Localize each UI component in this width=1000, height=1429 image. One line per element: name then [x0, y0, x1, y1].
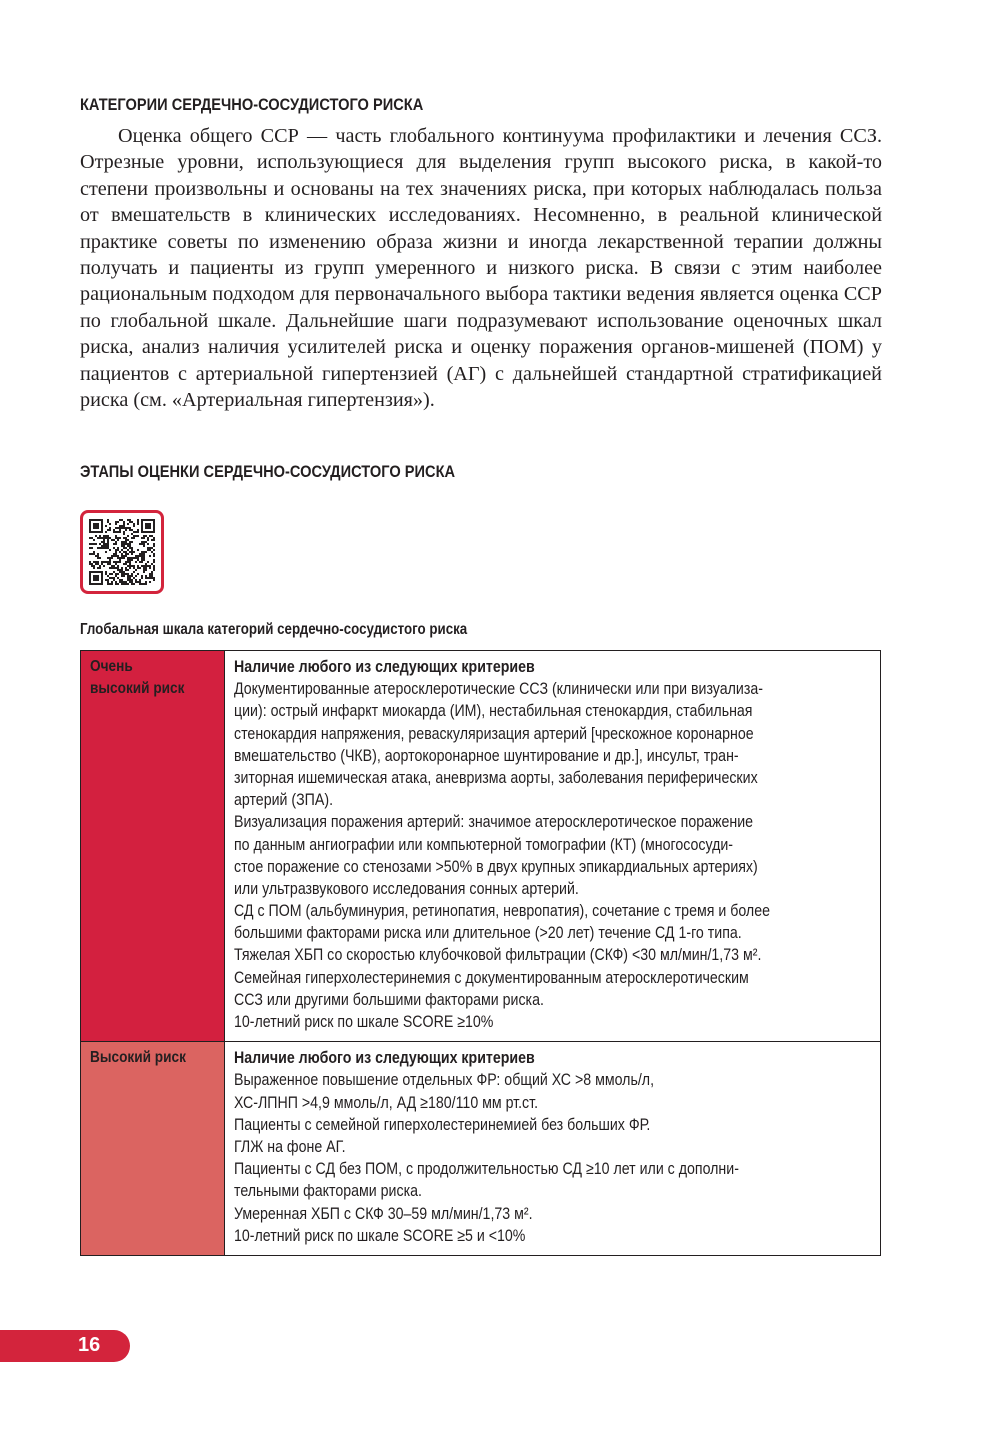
criteria-line: Выраженное повышение отдельных ФР: общий ХС >8 ммоль/л, [234, 1071, 655, 1090]
criteria-line: СД с ПОМ (альбуминурия, ретинопатия, невропатия), сочетание с тремя и более [234, 902, 770, 921]
criteria-line: тельными факторами риска. [234, 1182, 422, 1201]
criteria-line: по данным ангиографии или компьютерной томографии (КТ) (многососуди- [234, 835, 734, 854]
risk-criteria-cell [225, 1042, 881, 1256]
risk-category-label: Высокий риск [90, 1049, 186, 1067]
page-number: 16 [78, 1334, 101, 1356]
criteria-line: ГЛЖ на фоне АГ. [234, 1137, 346, 1156]
criteria-line: Тяжелая ХБП со скоростью клубочковой фильтрации (СКФ) <30 мл/мин/1,73 м². [234, 946, 762, 965]
section-title-risk-categories: КАТЕГОРИИ СЕРДЕЧНО-СОСУДИСТОГО РИСКА [80, 95, 424, 114]
criteria-line: Визуализация поражения артерий: значимое атеросклеротическое поражение [234, 813, 754, 832]
section-title-risk-assessment-stages: ЭТАПЫ ОЦЕНКИ СЕРДЕЧНО-СОСУДИСТОГО РИСКА [80, 462, 456, 481]
qr-code[interactable] [80, 510, 164, 594]
risk-criteria-cell [225, 651, 881, 1042]
criteria-line: зиторная ишемическая атака, аневризма аорты, заболевания периферических [234, 768, 758, 787]
criteria-line: 10-летний риск по шкале SCORE ≥5 и <10% [234, 1226, 526, 1245]
risk-row [81, 651, 881, 1042]
criteria-line: Документированные атеросклеротические ССЗ (клинически или при визуализа- [234, 680, 763, 699]
criteria-line: Семейная гиперхолестеринемия с документированным атеросклеротическим [234, 968, 749, 987]
criteria-line: Пациенты с СД без ПОМ, с продолжительностью СД ≥10 лет или с дополни- [234, 1160, 739, 1179]
risk-category-cell [81, 651, 225, 1042]
risk-row [81, 1042, 881, 1256]
criteria-line: Пациенты с семейной гиперхолестеринемией без больших ФР. [234, 1115, 651, 1134]
table-caption: Глобальная шкала категорий сердечно-сосудистого риска [80, 621, 468, 638]
page-number-tab [0, 1330, 130, 1362]
paragraph-text: Оценка общего ССР — часть глобального континуума профилактики и лечения ССЗ. Отрезные уровни, использующиеся для выделения групп высокого риска, в какой-то степени произвольны и основаны на тех значениях риска, при которых наблюдалась польза от вмешательств в клинических исследованиях. Несомненно, в реальной клинической практике советы по изменению образа жизни и иногда лекарственной терапии должны получать и пациенты из групп умеренного и низкого риска. В связи с этим наиболее рациональным подходом для первоначального выбора тактики ведения является оценка ССР по глобальной шкале. Дальнейшие шаги подразумевают использование оценочных шкал риска, анализ наличия усилителей риска и оценку поражения органов-мишеней (ПОМ) у пациентов с артериальной гипертензией (АГ) с дальнейшей стандартной стратификацией риска (см. «Артериальная гипертензия»). [80, 125, 882, 412]
criteria-heading: Наличие любого из следующих критериев [234, 658, 535, 676]
criteria-line: или ультразвукового исследования сонных артерий. [234, 879, 579, 898]
criteria-line: ХС-ЛПНП >4,9 ммоль/л, АД ≥180/110 мм рт.ст. [234, 1093, 539, 1112]
criteria-line: ССЗ или другими большими факторами риска. [234, 990, 544, 1009]
criteria-heading: Наличие любого из следующих критериев [234, 1049, 535, 1068]
criteria-line: Умеренная ХБП с СКФ 30–59 мл/мин/1,73 м². [234, 1204, 533, 1223]
criteria-line: артерий (ЗПА). [234, 791, 334, 810]
criteria-line: ции): острый инфаркт миокарда (ИМ), нестабильная стенокардия, стабильная [234, 702, 753, 721]
criteria-line: большими факторами риска или длительное (>20 лет) течение СД 1-го типа. [234, 924, 742, 943]
criteria-line: 10-летний риск по шкале SCORE ≥10% [234, 1013, 494, 1031]
qr-code-icon [89, 519, 155, 585]
risk-category-label: Очень высокий риск [90, 658, 185, 698]
risk-table [80, 650, 881, 1256]
intro-paragraph [80, 123, 882, 413]
risk-category-cell [81, 1042, 225, 1256]
criteria-line: стенокардия напряжения, реваскуляризация артерий [чрескожное коронарное [234, 724, 754, 743]
criteria-line: вмешательство (ЧКВ), аортокоронарное шунтирование и др.], инсульт, тран- [234, 746, 739, 765]
criteria-line: стое поражение со стенозами >50% в двух крупных эпикардиальных артериях) [234, 857, 758, 876]
